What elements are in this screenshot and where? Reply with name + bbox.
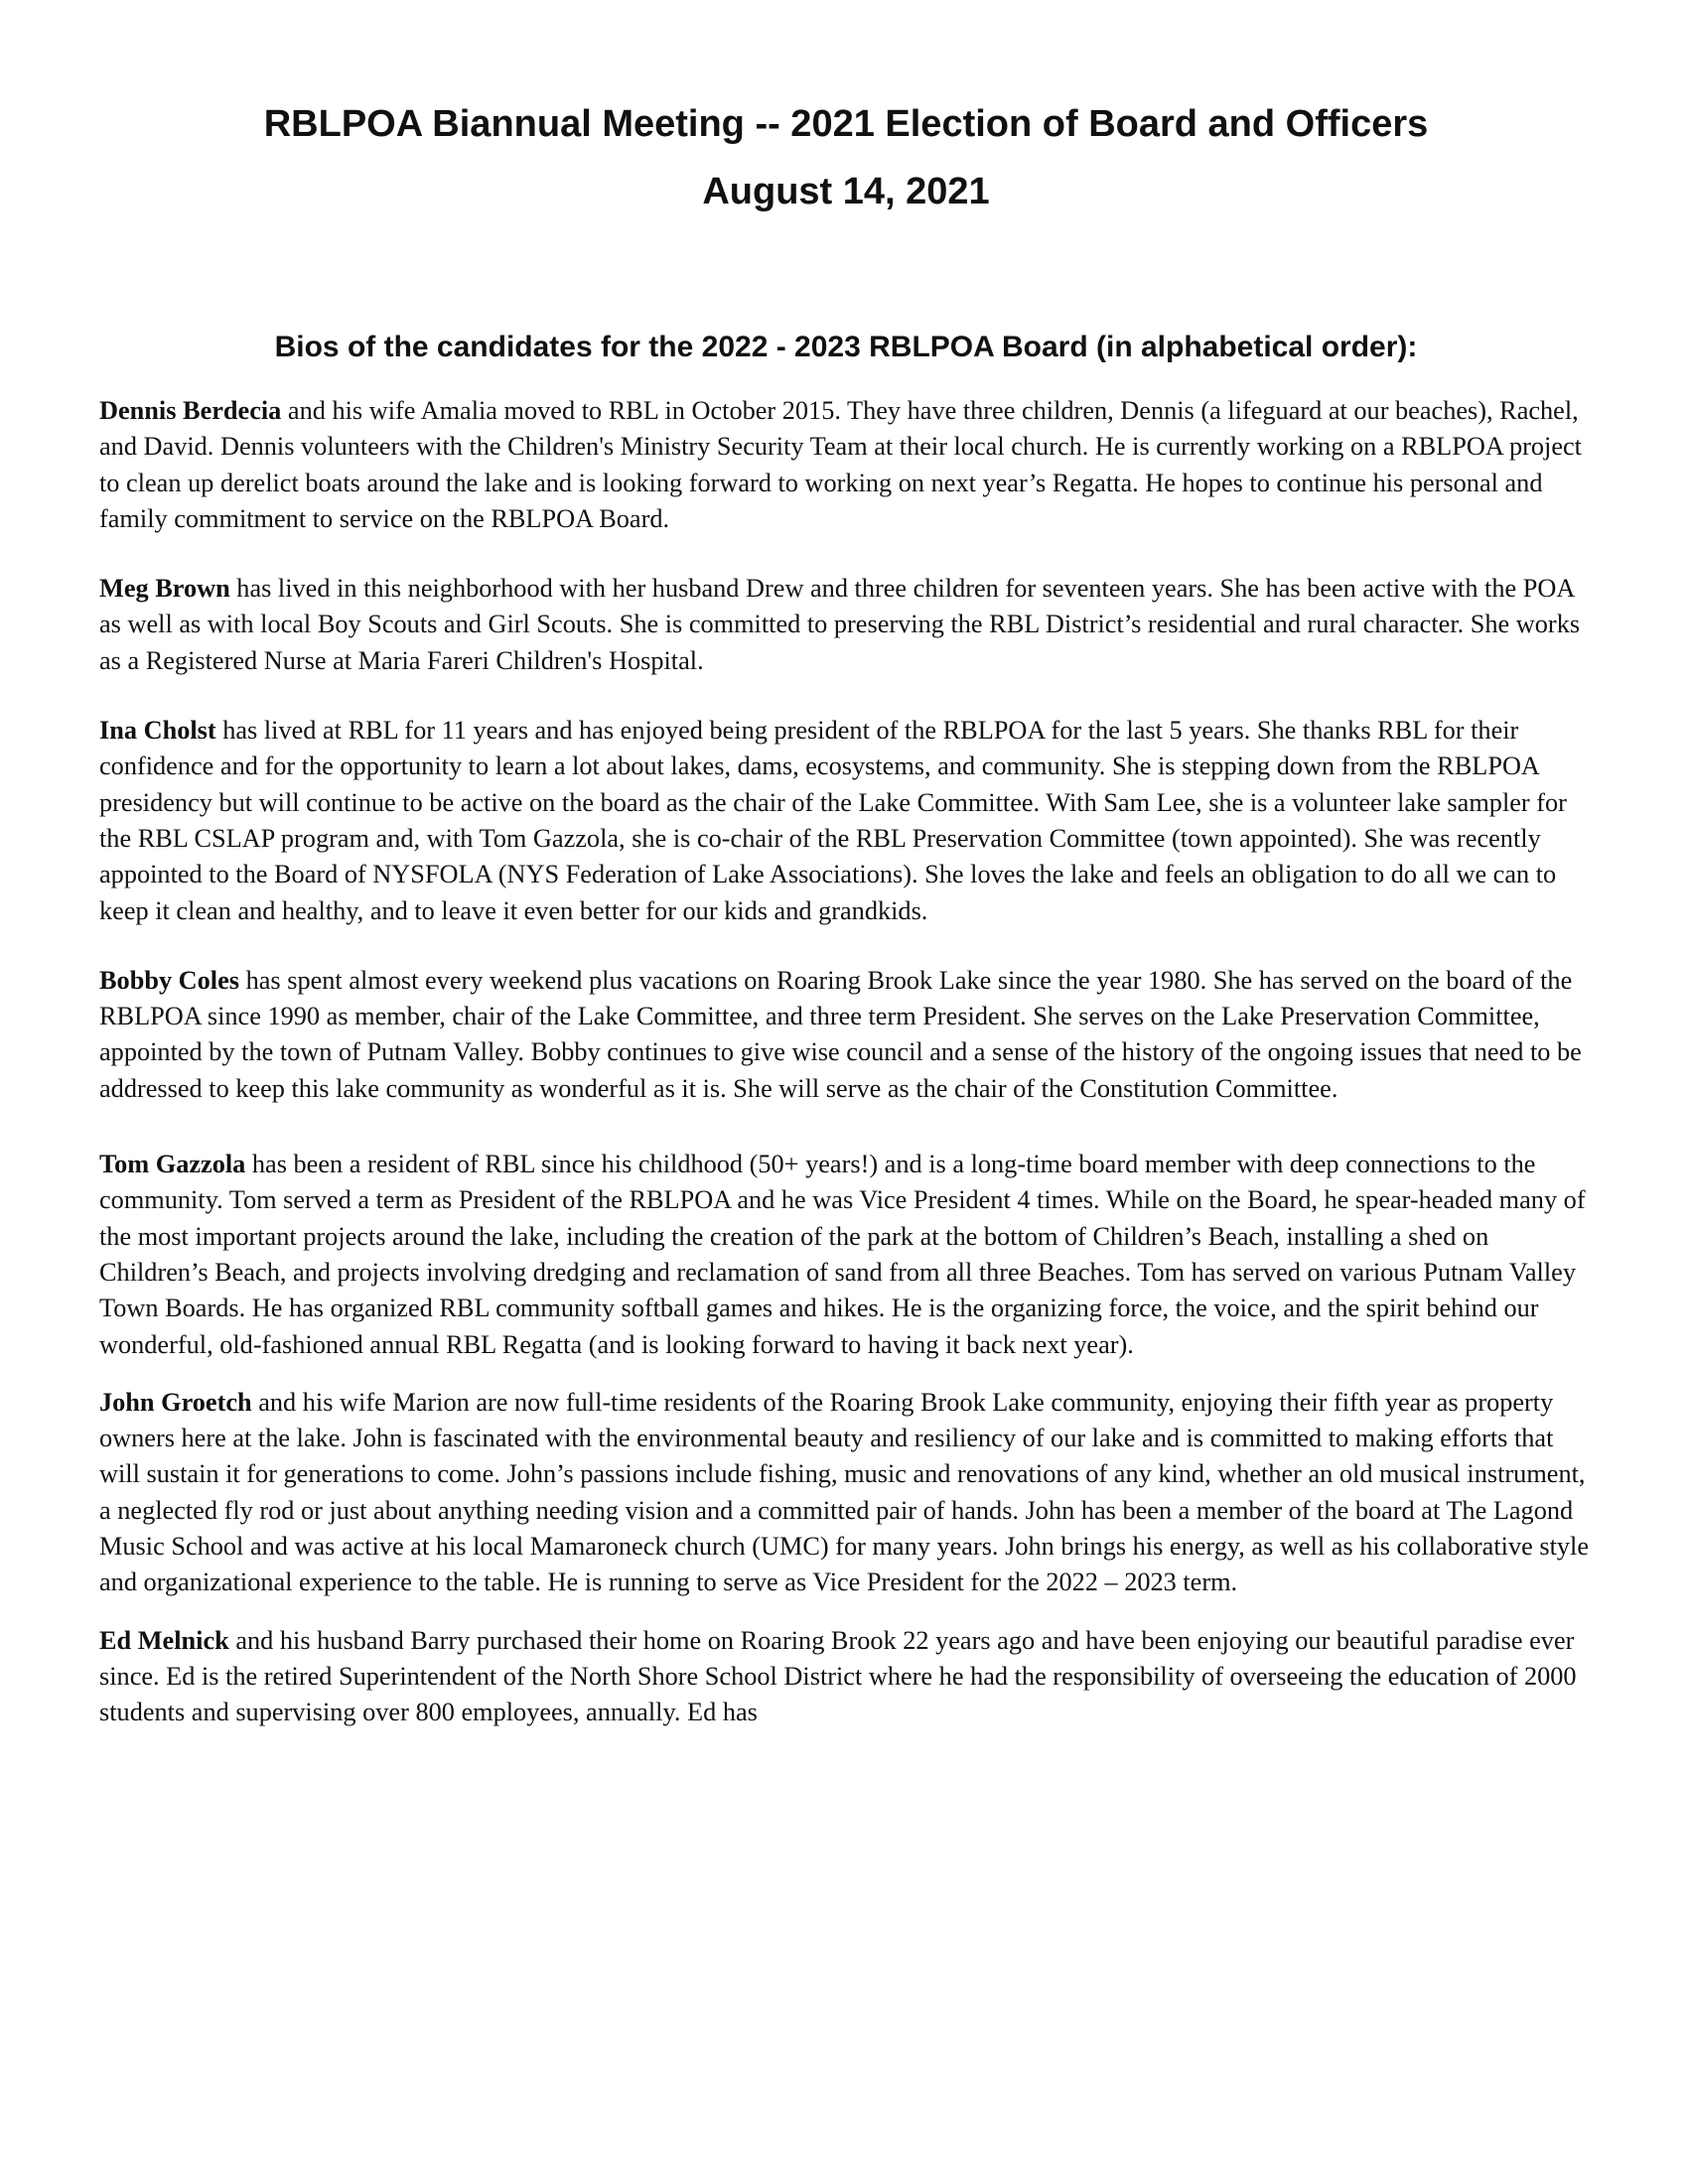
bio-ed-melnick bbox=[99, 1623, 1593, 1731]
bio-john-groetch bbox=[99, 1385, 1593, 1601]
bio-text: has spent almost every weekend plus vacations on Roaring Brook Lake since the year 1980. She has served on the board of the RBLPOA since 1990 as member, chair of the Lake Committee, and three term President. She serves on the Lake Preservation Committee, appointed by the town of Putnam Valley. Bobby continues to give wise council and a sense of the history of the ongoing issues that need to be addressed to keep this lake community as wonderful as it is. She will serve as the chair of the Constitution Committee. bbox=[99, 965, 1582, 1103]
candidate-name: Bobby Coles bbox=[99, 965, 240, 995]
bio-text: has been a resident of RBL since his childhood (50+ years!) and is a long-time board member with deep connections to the community. Tom served a term as President of the RBLPOA and he was Vice President 4 times. While on the Board, he spear-headed many of the most important projects around the lake, including the creation of the park at the bottom of Children’s Beach, installing a shed on Children’s Beach, and projects involving dredging and reclamation of sand from all three Beaches. Tom has served on various Putnam Valley Town Boards. He has organized RBL community softball games and hikes. He is the organizing force, the voice, and the spirit behind our wonderful, old-fashioned annual RBL Regatta (and is looking forward to having it back next year). bbox=[99, 1150, 1586, 1359]
candidate-name: Meg Brown bbox=[99, 574, 230, 604]
bio-text: has lived at RBL for 11 years and has enjoyed being president of the RBLPOA for the last 5 years. She thanks RBL for their confidence and for the opportunity to learn a lot about lakes, dams, ecosystems, and community. She is stepping down from the RBLPOA presidency but will continue to be active on the board as the chair of the Lake Committee. With Sam Lee, she is a volunteer lake sampler for the RBL CSLAP program and, with Tom Gazzola, she is co-chair of the RBL Preservation Committee (town appointed). She was recently appointed to the Board of NYSFOLA (NYS Federation of Lake Associations). She loves the lake and feels an obligation to do all we can to keep it clean and healthy, and to leave it even better for our kids and grandkids. bbox=[99, 716, 1567, 925]
bio-meg-brown bbox=[99, 571, 1593, 679]
bio-dennis-berdecia bbox=[99, 393, 1593, 537]
document-title: RBLPOA Biannual Meeting -- 2021 Election of Board and Officers bbox=[263, 103, 1429, 145]
bio-text: has lived in this neighborhood with her husband Drew and three children for seventeen years. She has been active with the POA as well as with local Boy Scouts and Girl Scouts. She is committed to preserving the RBL District’s residential and rural character. She works as a Registered Nurse at Maria Fareri Children's Hospital. bbox=[99, 574, 1581, 675]
bio-tom-gazzola bbox=[99, 1147, 1593, 1363]
bio-text: and his wife Marion are now full-time residents of the Roaring Brook Lake community, enjoying their fifth year as property owners here at the lake. John is fascinated with the environmental beauty and resiliency of our lake and is committed to making efforts that will sustain it for generations to come. John’s passions include fishing, music and renovations of any kind, whether an old musical instrument, a neglected fly rod or just about anything needing vision and a committed pair of hands. John has been a member of the board at The Lagond Music School and was active at his local Mamaroneck church (UMC) for many years. John brings his energy, as well as his collaborative style and organizational experience to the table. He is running to serve as Vice President for the 2022 – 2023 term. bbox=[99, 1387, 1590, 1597]
candidate-name: Ina Cholst bbox=[99, 716, 216, 746]
candidate-name: Ed Melnick bbox=[99, 1625, 229, 1655]
bio-text: and his husband Barry purchased their home on Roaring Brook 22 years ago and have been enjoying our beautiful paradise ever since. Ed is the retired Superintendent of the North Shore School District where he had the responsibility of overseeing the education of 2000 students and supervising over 800 employees, annually. Ed has bbox=[99, 1625, 1577, 1727]
bio-bobby-coles bbox=[99, 963, 1593, 1107]
candidate-name: Dennis Berdecia bbox=[99, 396, 282, 425]
bio-text: and his wife Amalia moved to RBL in October 2015. They have three children, Dennis (a lifeguard at our beaches), Rachel, and David. Dennis volunteers with the Children's Ministry Security Team at their local church. He is currently working on a RBLPOA project to clean up derelict boats around the lake and is looking forward to working on next year’s Regatta. He hopes to continue his personal and family commitment to service on the RBLPOA Board. bbox=[99, 396, 1582, 533]
candidate-name: John Groetch bbox=[99, 1387, 252, 1417]
section-heading: Bios of the candidates for the 2022 - 2023 RBLPOA Board (in alphabetical order): bbox=[274, 331, 1418, 363]
candidate-bios bbox=[99, 393, 1593, 1731]
candidate-name: Tom Gazzola bbox=[99, 1150, 246, 1179]
bio-ina-cholst bbox=[99, 713, 1593, 929]
meeting-date: August 14, 2021 bbox=[702, 171, 990, 212]
